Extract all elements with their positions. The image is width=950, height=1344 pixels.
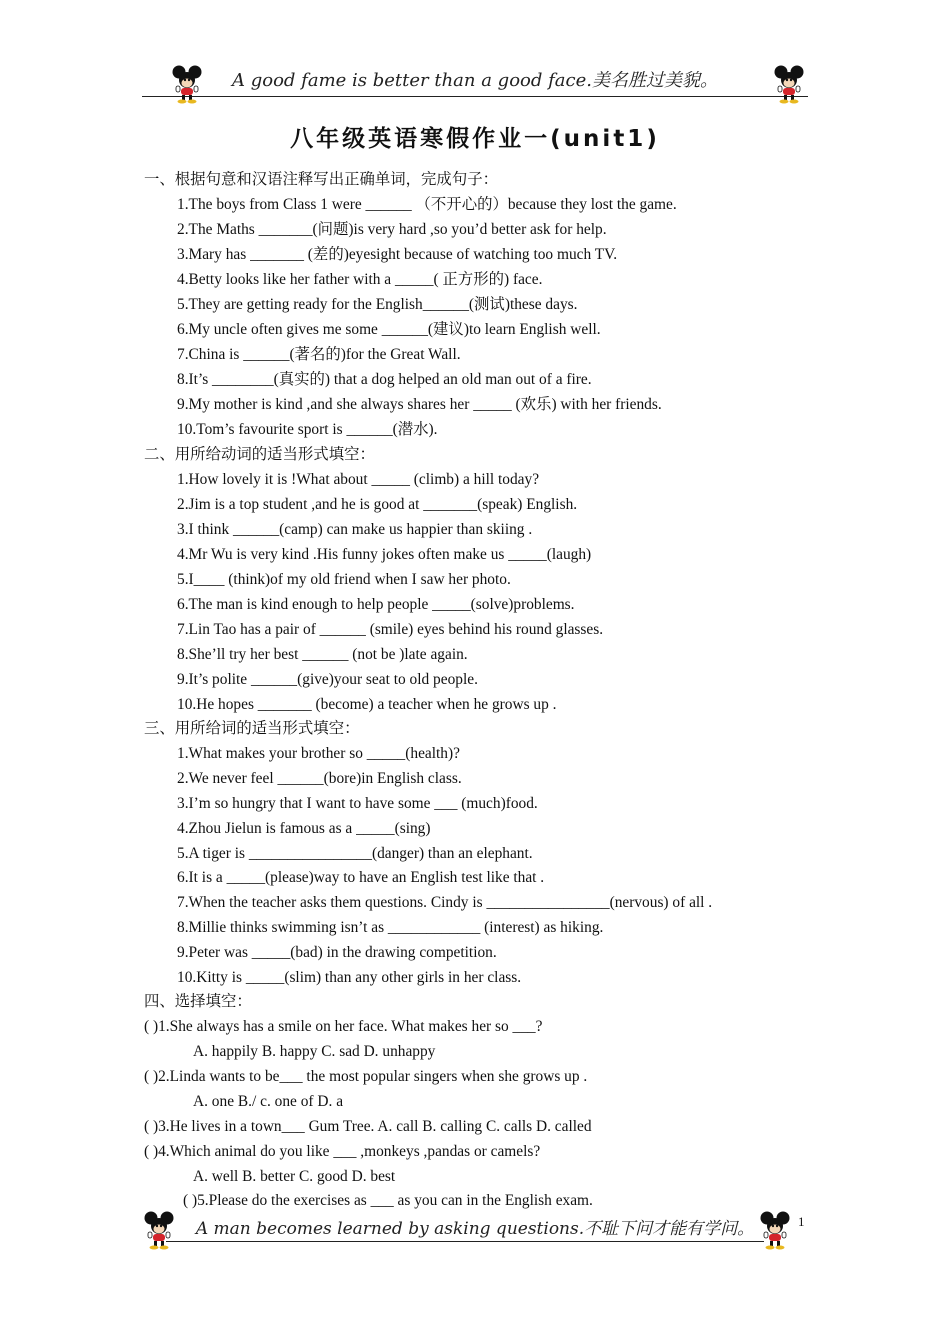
question-line: 6.My uncle often gives me some ______(建议)to learn English well. [177,321,601,338]
question-line: 3.Mary has _______ (差的)eyesight because of watching too much TV. [177,246,618,263]
question-line: 1.How lovely it is !What about _____ (climb) a hill today? [177,471,540,488]
question-line: 10.Tom’s favourite sport is ______(潜水). [177,421,438,438]
question-line: 8.It’s ________(真实的) that a dog helped an old man out of a fire. [177,371,592,388]
question-line: 7.China is ______(著名的)for the Great Wall. [177,346,461,363]
question-line: 3.I think ______(camp) can make us happier than skiing . [177,521,533,538]
question-line: 7.When the teacher asks them questions. Cindy is ________________(nervous) of all . [177,894,713,911]
page-title: 八年级英语寒假作业一(unit1) [290,126,660,152]
section-heading: 四、选择填空： [144,993,252,1010]
question-line: 9.It’s polite ______(give)your seat to old people. [177,671,478,688]
question-line: 6.The man is kind enough to help people _____(solve)problems. [177,596,575,613]
question-line: 5.They are getting ready for the English______(测试)these days. [177,296,578,313]
question-line: 2.We never feel ______(bore)in English class. [177,770,462,787]
page-header [142,62,808,106]
section-heading: 一、根据句意和汉语注释写出正确单词，完成句子： [144,171,498,188]
question-line: 8.She’ll try her best ______ (not be )late again. [177,646,468,663]
question-line: 4.Mr Wu is very kind .His funny jokes often make us _____(laugh) [177,546,592,563]
question-line: 2.The Maths _______(问题)is very hard ,so you’d better ask for help. [177,221,607,238]
question-line: 3.I’m so hungry that I want to have some ___ (much)food. [177,795,538,812]
question-line: 1.What makes your brother so _____(health)? [177,745,460,762]
question-line: 10.Kitty is _____(slim) than any other girls in her class. [177,969,522,986]
question-line: 4.Zhou Jielun is famous as a _____(sing) [177,820,431,837]
question-line: 2.Jim is a top student ,and he is good at _______(speak) English. [177,496,578,513]
question-line: 6.It is a _____(please)way to have an English test like that . [177,869,545,886]
question-line: 9.My mother is kind ,and she always shares her _____ (欢乐) with her friends. [177,396,662,413]
choice-question: ( )2.Linda wants to be___ the most popular singers when she grows up . [144,1068,588,1085]
mickey-mouse-icon [772,64,806,104]
question-line: 5.I____ (think)of my old friend when I saw her photo. [177,571,511,588]
question-line: 10.He hopes _______ (become) a teacher when he grows up . [177,696,557,713]
mickey-mouse-icon [758,1210,792,1250]
header-rule [142,96,808,97]
choice-options: A. well B. better C. good D. best [193,1168,396,1185]
question-line: 7.Lin Tao has a pair of ______ (smile) eyes behind his round glasses. [177,621,604,638]
choice-question: ( )3.He lives in a town___ Gum Tree. A. call B. calling C. calls D. called [144,1118,592,1135]
section-heading: 二、用所给动词的适当形式填空： [144,446,375,463]
choice-question: ( )5.Please do the exercises as ___ as you can in the English exam. [183,1192,593,1209]
question-line: 1.The boys from Class 1 were ______ （不开心的）because they lost the game. [177,196,677,213]
header-motto: A good fame is better than a good face.美名胜过美貌。 [232,70,718,91]
section-heading: 三、用所给词的适当形式填空： [144,720,360,737]
footer-motto: A man becomes learned by asking questions.不耻下问才能有学问。 [195,1219,755,1239]
choice-question: ( )4.Which animal do you like ___ ,monkeys ,pandas or camels? [144,1143,541,1160]
choice-question: ( )1.She always has a smile on her face. What makes her so ___? [144,1018,543,1035]
question-line: 5.A tiger is ________________(danger) than an elephant. [177,845,533,862]
page-footer [142,1208,808,1252]
choice-options: A. happily B. happy C. sad D. unhappy [193,1043,436,1060]
question-line: 4.Betty looks like her father with a _____( 正方形的) face. [177,271,543,288]
page-number: 1 [798,1214,805,1229]
question-line: 8.Millie thinks swimming isn’t as ____________ (interest) as hiking. [177,919,604,936]
footer-rule [166,1241,764,1242]
choice-options: A. one B./ c. one of D. a [193,1093,344,1110]
question-line: 9.Peter was _____(bad) in the drawing competition. [177,944,497,961]
